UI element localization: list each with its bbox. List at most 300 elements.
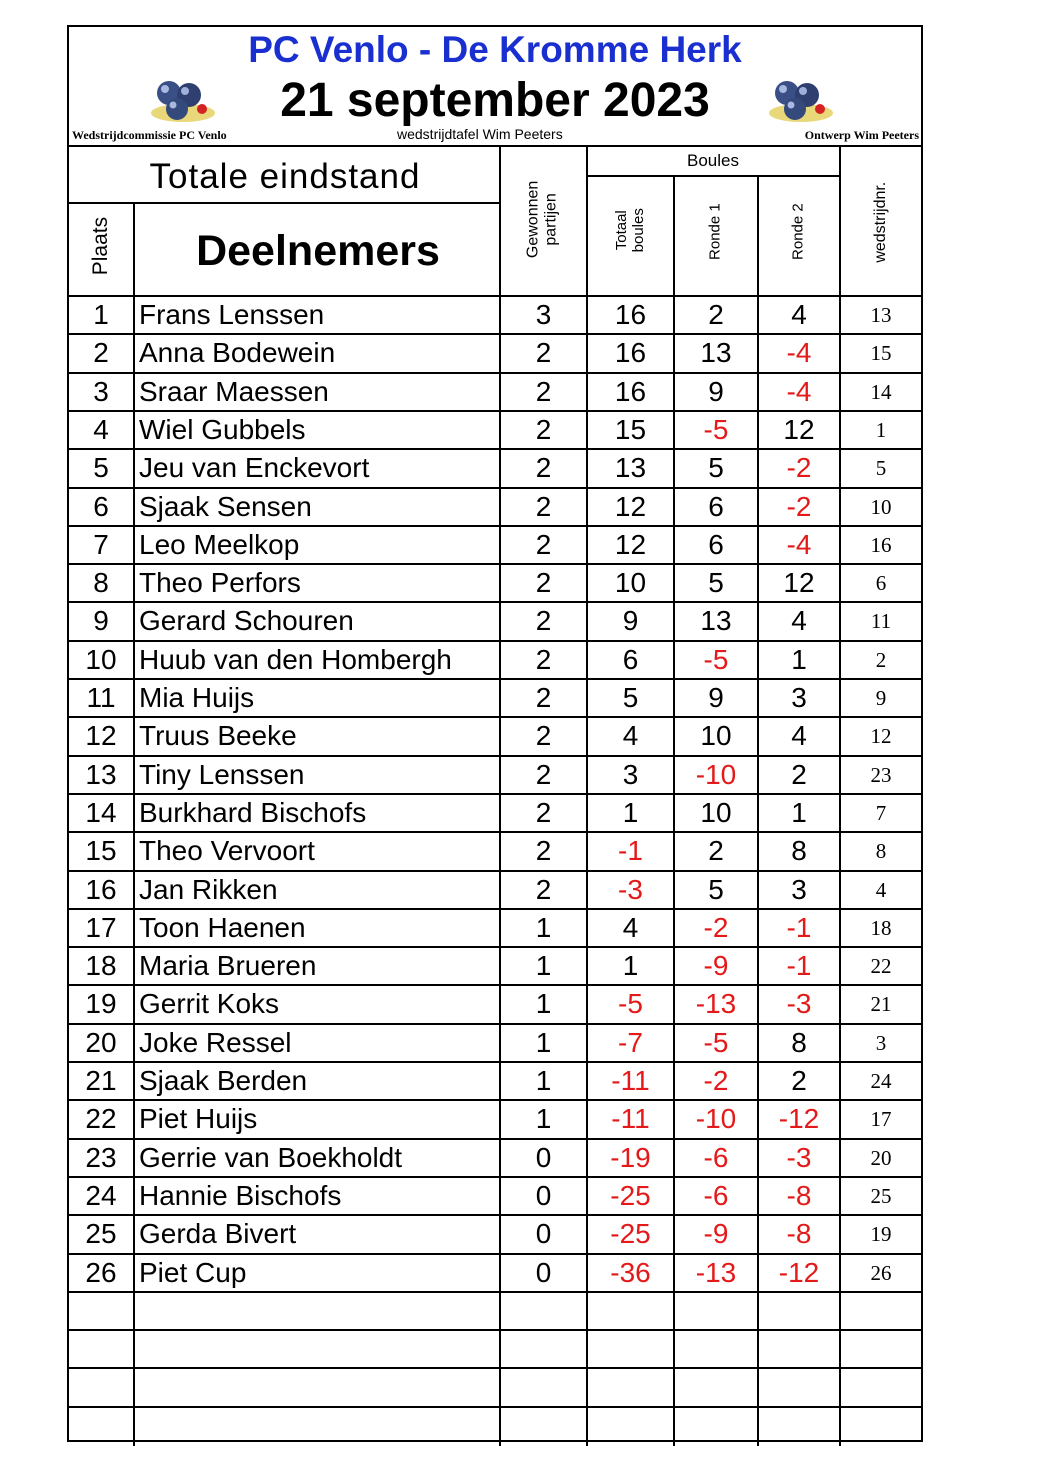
divider bbox=[586, 1023, 588, 1063]
row-round2: -2 bbox=[786, 490, 812, 522]
table-row bbox=[69, 295, 921, 333]
row-total bbox=[588, 1293, 673, 1329]
row-total bbox=[588, 1408, 673, 1444]
row-won: 2 bbox=[535, 873, 552, 905]
divider bbox=[839, 1329, 841, 1369]
row-round2: -3 bbox=[786, 1141, 812, 1173]
row-round1: 9 bbox=[708, 375, 724, 407]
divider bbox=[586, 1099, 588, 1139]
divider bbox=[133, 1291, 135, 1331]
table-row bbox=[69, 1099, 921, 1137]
divider bbox=[673, 372, 675, 412]
divider bbox=[757, 410, 759, 450]
divider bbox=[673, 175, 675, 297]
row-name: Toon Haenen bbox=[139, 911, 306, 943]
row-round1: 10 bbox=[700, 720, 732, 752]
row-won: 0 bbox=[535, 1141, 552, 1173]
row-place: 10 bbox=[85, 643, 117, 675]
divider bbox=[133, 333, 135, 373]
divider bbox=[673, 793, 675, 833]
divider bbox=[133, 1253, 135, 1293]
divider bbox=[133, 563, 135, 603]
row-won: 1 bbox=[535, 1026, 552, 1058]
divider bbox=[839, 1023, 841, 1063]
row-place: 6 bbox=[93, 490, 109, 522]
row-name: Sjaak Berden bbox=[139, 1065, 308, 1096]
divider bbox=[757, 1291, 759, 1331]
divider bbox=[586, 1329, 588, 1369]
divider bbox=[499, 946, 501, 986]
row-match-number: 21 bbox=[870, 992, 892, 1017]
divider bbox=[839, 448, 841, 488]
row-round1: 5 bbox=[708, 873, 724, 905]
row-round2: 8 bbox=[791, 835, 807, 867]
divider bbox=[757, 333, 759, 373]
row-place bbox=[69, 1369, 133, 1405]
divider bbox=[839, 1214, 841, 1254]
row-round2: -4 bbox=[786, 337, 812, 369]
row-match-number: 23 bbox=[870, 762, 892, 787]
divider bbox=[839, 601, 841, 641]
row-round1: -5 bbox=[703, 643, 729, 675]
row-round1: 2 bbox=[708, 835, 724, 867]
divider bbox=[673, 1253, 675, 1293]
total-header bbox=[613, 175, 648, 285]
row-total: 9 bbox=[622, 605, 639, 637]
divider bbox=[586, 601, 588, 641]
divider bbox=[673, 333, 675, 373]
divider bbox=[499, 755, 501, 795]
divider bbox=[839, 908, 841, 948]
divider bbox=[133, 946, 135, 986]
divider bbox=[133, 1061, 135, 1101]
divider bbox=[499, 870, 501, 910]
row-place: 26 bbox=[85, 1256, 117, 1288]
table-row bbox=[69, 1138, 921, 1176]
divider bbox=[757, 1329, 759, 1369]
row-round1: 2 bbox=[708, 299, 724, 330]
divider bbox=[757, 716, 759, 756]
row-name: Frans Lenssen bbox=[139, 299, 325, 330]
row-round1: 6 bbox=[708, 490, 724, 522]
divider bbox=[133, 755, 135, 795]
row-total: 16 bbox=[614, 375, 647, 407]
divider bbox=[757, 870, 759, 910]
row-place: 23 bbox=[85, 1141, 117, 1173]
divider bbox=[673, 601, 675, 641]
committee-credit: Wedstrijdcommissie PC Venlo bbox=[72, 128, 227, 142]
table-row bbox=[69, 1061, 921, 1099]
divider bbox=[586, 1061, 588, 1101]
row-place: 9 bbox=[93, 605, 109, 637]
divider bbox=[757, 678, 759, 718]
divider bbox=[757, 1061, 759, 1101]
divider bbox=[499, 984, 501, 1024]
divider bbox=[673, 946, 675, 986]
row-total: 3 bbox=[622, 758, 639, 790]
divider bbox=[673, 755, 675, 795]
row-name bbox=[139, 1408, 499, 1444]
divider bbox=[586, 525, 588, 565]
row-won: 2 bbox=[535, 796, 552, 828]
row-name: Gerard Schouren bbox=[139, 605, 354, 637]
divider bbox=[757, 793, 759, 833]
row-match-number: 24 bbox=[870, 1069, 892, 1093]
row-round2 bbox=[759, 1331, 839, 1367]
divider bbox=[673, 1176, 675, 1216]
divider bbox=[586, 1138, 588, 1178]
divider bbox=[586, 640, 588, 680]
divider bbox=[499, 295, 501, 335]
row-place: 22 bbox=[85, 1103, 117, 1135]
divider bbox=[499, 831, 501, 871]
row-match-number: 13 bbox=[870, 303, 892, 327]
row-place: 4 bbox=[93, 413, 109, 445]
divider bbox=[839, 1253, 841, 1293]
divider bbox=[839, 563, 841, 603]
table-row bbox=[69, 1367, 921, 1405]
row-name: Tiny Lenssen bbox=[139, 758, 305, 790]
row-place: 17 bbox=[85, 911, 117, 943]
divider bbox=[757, 831, 759, 871]
divider bbox=[133, 984, 135, 1024]
standings-subtitle: Totale eindstand bbox=[149, 157, 421, 196]
divider bbox=[499, 372, 501, 412]
row-round2: -1 bbox=[786, 911, 812, 943]
divider bbox=[133, 831, 135, 871]
row-place: 15 bbox=[85, 835, 117, 867]
row-won: 1 bbox=[535, 1065, 552, 1096]
divider bbox=[586, 333, 588, 373]
divider bbox=[673, 870, 675, 910]
row-round2 bbox=[759, 1293, 839, 1329]
row-round1 bbox=[675, 1293, 757, 1329]
divider bbox=[839, 678, 841, 718]
row-place: 14 bbox=[85, 796, 117, 828]
divider bbox=[499, 1138, 501, 1178]
sheet-header bbox=[69, 27, 921, 147]
row-round2: -12 bbox=[778, 1103, 820, 1135]
row-won: 2 bbox=[535, 452, 552, 484]
row-place: 18 bbox=[85, 950, 117, 982]
table-row bbox=[69, 601, 921, 639]
row-total: 16 bbox=[614, 337, 647, 369]
divider bbox=[839, 295, 841, 335]
divider bbox=[757, 1253, 759, 1293]
row-round2: 3 bbox=[791, 682, 807, 713]
row-round1: 13 bbox=[700, 605, 732, 637]
divider bbox=[133, 1099, 135, 1139]
divider bbox=[757, 1099, 759, 1139]
row-name: Sraar Maessen bbox=[139, 375, 329, 407]
divider bbox=[839, 1176, 841, 1216]
row-round2: -4 bbox=[786, 528, 812, 560]
divider bbox=[69, 202, 501, 204]
row-round1 bbox=[675, 1408, 757, 1444]
total-header-line2: boules bbox=[630, 208, 647, 253]
divider bbox=[499, 678, 501, 718]
table-row bbox=[69, 870, 921, 908]
divider bbox=[839, 870, 841, 910]
row-name: Jeu van Enckevort bbox=[139, 452, 370, 484]
row-name: Joke Ressel bbox=[139, 1026, 292, 1058]
divider bbox=[133, 1138, 135, 1178]
divider bbox=[499, 1061, 501, 1101]
row-place: 8 bbox=[93, 567, 109, 599]
divider bbox=[586, 295, 588, 335]
boules-group-header: Boules bbox=[687, 151, 739, 170]
row-place bbox=[69, 1408, 133, 1444]
divider bbox=[757, 640, 759, 680]
participants-header: Deelnemers bbox=[196, 227, 440, 275]
divider bbox=[499, 1176, 501, 1216]
divider bbox=[673, 1367, 675, 1407]
divider bbox=[673, 487, 675, 527]
divider bbox=[586, 1406, 588, 1446]
divider bbox=[586, 372, 588, 412]
row-total: 10 bbox=[614, 567, 647, 599]
row-won: 2 bbox=[535, 413, 552, 445]
divider bbox=[499, 1291, 501, 1331]
divider bbox=[839, 372, 841, 412]
row-total: -11 bbox=[611, 1065, 650, 1096]
row-place: 12 bbox=[85, 720, 117, 752]
divider bbox=[673, 525, 675, 565]
divider bbox=[499, 563, 501, 603]
row-match-number: 6 bbox=[875, 571, 887, 596]
row-won: 2 bbox=[535, 337, 552, 369]
divider bbox=[839, 946, 841, 986]
row-round1: -13 bbox=[695, 988, 737, 1020]
divider bbox=[499, 1099, 501, 1139]
divider bbox=[839, 487, 841, 527]
divider bbox=[133, 1367, 135, 1407]
row-place: 5 bbox=[93, 452, 109, 484]
row-place: 24 bbox=[85, 1179, 117, 1211]
divider bbox=[133, 908, 135, 948]
row-round1: -13 bbox=[695, 1256, 737, 1288]
divider bbox=[133, 410, 135, 450]
row-total: -25 bbox=[610, 1179, 651, 1211]
row-total bbox=[588, 1331, 673, 1367]
row-won: 2 bbox=[535, 682, 552, 713]
table-row bbox=[69, 372, 921, 410]
row-won: 0 bbox=[535, 1179, 552, 1211]
divider bbox=[133, 448, 135, 488]
divider bbox=[839, 755, 841, 795]
row-match-number: 4 bbox=[875, 877, 887, 902]
row-name: Anna Bodewein bbox=[139, 337, 336, 369]
row-won: 2 bbox=[535, 758, 552, 790]
row-name: Burkhard Bischofs bbox=[139, 796, 367, 828]
table-row bbox=[69, 831, 921, 869]
row-place bbox=[69, 1331, 133, 1367]
row-total: 1 bbox=[622, 950, 639, 982]
divider bbox=[586, 870, 588, 910]
row-name: Mia Huijs bbox=[139, 682, 255, 713]
row-match-number: 3 bbox=[875, 1030, 887, 1055]
row-total bbox=[588, 1369, 673, 1405]
match-number-header: wedstrijdnr. bbox=[871, 181, 889, 263]
table-row bbox=[69, 640, 921, 678]
divider bbox=[839, 1406, 841, 1446]
row-round1: 6 bbox=[708, 528, 724, 560]
divider bbox=[757, 175, 759, 297]
row-match-number: 5 bbox=[875, 456, 887, 481]
row-place: 20 bbox=[85, 1026, 117, 1058]
page-title: PC Venlo - De Kromme Herk bbox=[248, 29, 742, 70]
row-name: Piet Cup bbox=[139, 1256, 247, 1288]
divider bbox=[499, 1406, 501, 1446]
row-match-number: 16 bbox=[870, 532, 892, 557]
row-place: 19 bbox=[85, 988, 117, 1020]
row-won: 2 bbox=[535, 643, 552, 675]
row-round1: -10 bbox=[695, 758, 737, 790]
row-name: Gerrit Koks bbox=[139, 988, 280, 1020]
row-match-number: 22 bbox=[870, 954, 892, 979]
divider bbox=[673, 410, 675, 450]
divider bbox=[673, 1291, 675, 1331]
divider bbox=[757, 563, 759, 603]
divider bbox=[586, 946, 588, 986]
row-round1: -9 bbox=[703, 1218, 729, 1250]
row-match-number: 7 bbox=[875, 800, 887, 825]
row-round2: -8 bbox=[786, 1179, 812, 1211]
row-total: -19 bbox=[610, 1141, 651, 1173]
divider bbox=[586, 487, 588, 527]
row-name: Wiel Gubbels bbox=[139, 413, 306, 445]
row-total: -3 bbox=[618, 873, 643, 905]
row-won bbox=[501, 1331, 586, 1367]
divider bbox=[839, 1061, 841, 1101]
table-row bbox=[69, 716, 921, 754]
divider bbox=[499, 525, 501, 565]
row-match-number: 17 bbox=[870, 1107, 892, 1132]
table-row bbox=[69, 525, 921, 563]
row-round2: -4 bbox=[786, 375, 812, 407]
row-name: Maria Brueren bbox=[139, 950, 317, 982]
row-place: 16 bbox=[85, 873, 117, 905]
divider bbox=[499, 716, 501, 756]
row-won: 3 bbox=[535, 299, 552, 330]
divider bbox=[133, 678, 135, 718]
divider bbox=[499, 487, 501, 527]
row-round2: 2 bbox=[791, 1065, 807, 1096]
row-won: 1 bbox=[535, 1103, 552, 1135]
divider bbox=[757, 755, 759, 795]
row-name: Jan Rikken bbox=[139, 873, 278, 905]
row-place: 2 bbox=[93, 337, 109, 369]
divider bbox=[586, 984, 588, 1024]
row-place: 25 bbox=[85, 1218, 117, 1250]
divider bbox=[757, 1406, 759, 1446]
divider bbox=[673, 1061, 675, 1101]
row-match-number: 1 bbox=[875, 417, 887, 442]
table-row bbox=[69, 1291, 921, 1329]
row-won bbox=[501, 1293, 586, 1329]
row-round2: 4 bbox=[791, 720, 807, 752]
divider bbox=[673, 563, 675, 603]
divider bbox=[499, 601, 501, 641]
table-credit: wedstrijdtafel Wim Peeters bbox=[397, 126, 563, 142]
table-row bbox=[69, 1023, 921, 1061]
row-match-number: 12 bbox=[870, 724, 892, 749]
divider bbox=[757, 525, 759, 565]
row-won: 1 bbox=[535, 988, 552, 1020]
row-won: 2 bbox=[535, 835, 552, 867]
table-row bbox=[69, 908, 921, 946]
row-place: 7 bbox=[93, 528, 109, 560]
divider bbox=[133, 487, 135, 527]
row-match-number: 15 bbox=[870, 341, 892, 366]
table-row bbox=[69, 410, 921, 448]
divider bbox=[133, 640, 135, 680]
divider bbox=[586, 831, 588, 871]
row-round2: -1 bbox=[786, 950, 812, 982]
divider bbox=[673, 295, 675, 335]
row-round1: -6 bbox=[703, 1179, 729, 1211]
divider bbox=[586, 1214, 588, 1254]
divider bbox=[133, 1406, 135, 1446]
divider bbox=[586, 410, 588, 450]
row-round1: 5 bbox=[708, 452, 724, 484]
divider bbox=[586, 448, 588, 488]
row-round2: -8 bbox=[786, 1218, 812, 1250]
table-row bbox=[69, 563, 921, 601]
divider bbox=[499, 1214, 501, 1254]
divider bbox=[673, 678, 675, 718]
total-header-line1: Totaal bbox=[612, 210, 630, 251]
divider bbox=[757, 601, 759, 641]
row-round1 bbox=[675, 1331, 757, 1367]
row-round2: 1 bbox=[791, 643, 807, 675]
row-won: 0 bbox=[535, 1256, 552, 1288]
divider bbox=[133, 1023, 135, 1063]
row-name: Gerda Bivert bbox=[139, 1218, 297, 1250]
divider bbox=[839, 525, 841, 565]
divider bbox=[673, 1023, 675, 1063]
row-place: 13 bbox=[85, 758, 117, 790]
row-match-number: 8 bbox=[875, 839, 887, 864]
divider bbox=[586, 563, 588, 603]
divider bbox=[757, 372, 759, 412]
row-match-number: 20 bbox=[870, 1145, 892, 1170]
row-total: 4 bbox=[622, 720, 639, 752]
row-name: Piet Huijs bbox=[139, 1103, 258, 1135]
row-match-number: 10 bbox=[870, 494, 892, 519]
divider bbox=[839, 640, 841, 680]
divider bbox=[673, 1099, 675, 1139]
row-match-number: 18 bbox=[870, 915, 892, 940]
table-row bbox=[69, 333, 921, 371]
row-total: -7 bbox=[618, 1026, 643, 1058]
divider bbox=[839, 984, 841, 1024]
row-round2: 2 bbox=[791, 758, 807, 790]
row-total: 5 bbox=[622, 682, 639, 713]
divider bbox=[499, 333, 501, 373]
row-total: 1 bbox=[622, 796, 639, 828]
row-round1: -5 bbox=[703, 1026, 729, 1058]
divider bbox=[839, 793, 841, 833]
design-credit: Ontwerp Wim Peeters bbox=[804, 128, 919, 142]
divider bbox=[133, 716, 135, 756]
divider bbox=[499, 448, 501, 488]
row-won: 1 bbox=[535, 911, 552, 943]
divider bbox=[673, 448, 675, 488]
row-round1: -2 bbox=[703, 911, 729, 943]
row-round2: 12 bbox=[783, 413, 815, 445]
row-match-number: 26 bbox=[870, 1260, 892, 1285]
